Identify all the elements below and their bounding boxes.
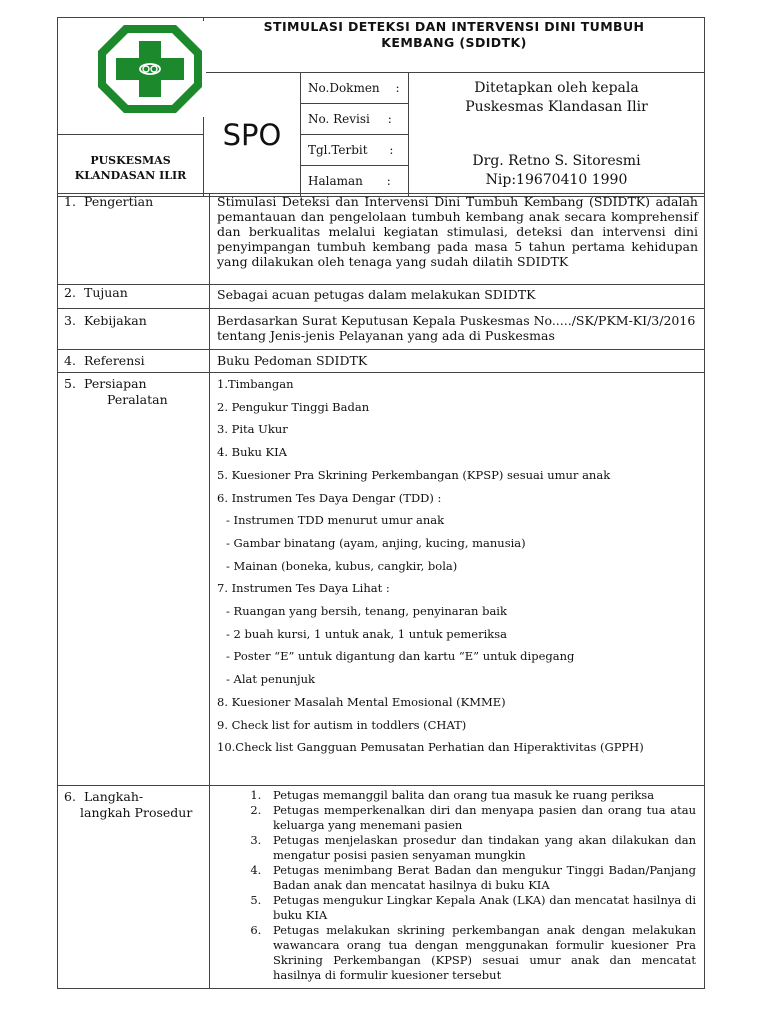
logo-cell (58, 18, 204, 197)
procedure-steps-list (210, 788, 696, 983)
equipment-item: 1.Timbangan (217, 377, 294, 391)
meta-no-revisi (301, 104, 409, 135)
section-label-line2: Peralatan (107, 392, 168, 407)
section-label: Pengertian (83, 194, 154, 209)
equipment-item: - Gambar binatang (ayam, anjing, kucing, manusia) (226, 535, 526, 550)
section-label: Referensi (83, 353, 145, 368)
puskesmas-name (58, 134, 203, 192)
equipment-item: 7. Instrumen Tes Daya Lihat : (217, 581, 390, 596)
equipment-item: 8. Kuesioner Masalah Mental Emosional (KMME) (217, 694, 506, 709)
puskesmas-logo-icon (94, 21, 206, 117)
procedure-step: 1. Petugas memanggil balita dan orang tua masuk ke ruang periksa (265, 788, 696, 803)
equipment-item: 9. Check list for autism in toddlers (CHAT) (217, 717, 467, 732)
equipment-item: - 2 buah kursi, 1 untuk anak, 1 untuk pemeriksa (226, 626, 508, 641)
approval-block (409, 73, 705, 197)
meta-tgl-terbit (301, 135, 409, 166)
document-title-line1: STIMULASI DETEKSI DAN INTERVENSI DINI TUMBUH (263, 19, 645, 34)
signer-nip: Nip:19670410 1990 (485, 172, 628, 188)
section-number: 1. (64, 194, 76, 209)
equipment-item: - Instrumen TDD menurut umur anak (226, 513, 445, 528)
equipment-item: 5. Kuesioner Pra Skrining Perkembangan (KPSP) sesuai umur anak (217, 467, 611, 482)
procedure-step: 3. Petugas menjelaskan prosedur dan tindakan yang akan dilakukan dan mengatur posisi pasien senyaman mungkin (265, 833, 696, 863)
meta-colon: : (386, 174, 391, 188)
content-langkah (210, 786, 705, 989)
meta-label: No. Revisi (308, 112, 370, 126)
equipment-item: 10.Check list Gangguan Pemusatan Perhatian dan Hiperaktivitas (GPPH) (217, 740, 644, 755)
row-kebijakan (58, 309, 705, 350)
document-title-line2: KEMBANG (SDIDTK) (381, 35, 527, 50)
signer-name: Drg. Retno S. Sitoresmi (472, 153, 641, 169)
ditetapkan-line2: Puskesmas Klandasan Ilir (465, 99, 648, 115)
row-pengertian (58, 194, 705, 285)
document-title (204, 18, 705, 73)
meta-colon: : (389, 143, 394, 157)
label-pengertian (58, 194, 210, 285)
meta-label: Tgl.Terbit (308, 143, 368, 157)
content-kebijakan: Berdasarkan Surat Keputusan Kepala Puskesmas No...../SK/PKM-KI/3/2016 tentang Jenis-jenis Pelayanan yang ada di Puskesmas (210, 309, 705, 350)
meta-label: Halaman (308, 174, 363, 188)
meta-halaman (301, 166, 409, 197)
section-label: Persiapan (83, 376, 147, 391)
sop-header-table (57, 17, 705, 197)
meta-colon: : (395, 81, 400, 95)
spo-label: SPO (204, 73, 301, 197)
puskesmas-name-line2: KLANDASAN ILIR (74, 169, 187, 182)
equipment-item: 6. Instrumen Tes Daya Dengar (TDD) : (217, 490, 442, 505)
section-number: 5. (64, 376, 76, 391)
section-label-line2: langkah Prosedur (80, 805, 193, 820)
content-pengertian: Stimulasi Deteksi dan Intervensi Dini Tumbuh Kembang (SDIDTK) adalah pemantauan dan pengelolaan tumbuh kembang anak secara komprehensif dan berkualitas melalui kegiatan stimulasi, deteksi dan intervensi dini penyimpangan tumbuh kembang pada masa 5 tahun pertama kehidupan yang dilakukan oleh tenaga yang sudah dilatih SDIDTK (210, 194, 705, 285)
meta-no-dokmen (301, 73, 409, 104)
equipment-item: - Ruangan yang bersih, tenang, penyinaran baik (226, 604, 507, 619)
section-number: 6. (64, 789, 76, 804)
sop-body-table (57, 193, 705, 989)
puskesmas-logo (94, 21, 206, 117)
equipment-item: - Poster “E” untuk digantung dan kartu “E” untuk dipegang (226, 649, 575, 664)
procedure-step: 6. Petugas melakukan skrining perkembangan anak dengan melakukan wawancara orang tua dengan menggunakan formulir kuesioner Pra Skrining Perkembangan (KPSP) sesuai umur anak dan mencatat hasilnya di formulir kuesioner tersebut (265, 923, 696, 983)
row-langkah (58, 786, 705, 989)
meta-label: No.Dokmen (308, 81, 380, 95)
section-label: Langkah- (83, 789, 144, 804)
content-persiapan (210, 373, 705, 786)
procedure-step: 5. Petugas mengukur Lingkar Kepala Anak (LKA) dan mencatat hasilnya di buku KIA (265, 893, 696, 923)
label-langkah (58, 786, 210, 989)
section-number: 2. (64, 285, 76, 300)
procedure-step: 4. Petugas menimbang Berat Badan dan mengukur Tinggi Badan/Panjang Badan anak dan mencatat hasilnya di buku KIA (265, 863, 696, 893)
row-persiapan (58, 373, 705, 786)
puskesmas-name-line1: PUSKESMAS (90, 154, 171, 167)
section-label: Kebijakan (83, 313, 147, 328)
content-referensi: Buku Pedoman SDIDTK (210, 350, 705, 373)
content-tujuan: Sebagai acuan petugas dalam melakukan SDIDTK (210, 285, 705, 309)
label-kebijakan (58, 309, 210, 350)
section-number: 3. (64, 313, 76, 328)
equipment-item: 2. Pengukur Tinggi Badan (217, 399, 370, 414)
equipment-item: 3. Pita Ukur (217, 422, 288, 437)
row-referensi (58, 350, 705, 373)
label-referensi (58, 350, 210, 373)
equipment-item: 4. Buku KIA (217, 445, 287, 460)
label-tujuan (58, 285, 210, 309)
label-persiapan (58, 373, 210, 786)
ditetapkan-line1: Ditetapkan oleh kepala (474, 80, 639, 96)
row-tujuan (58, 285, 705, 309)
section-label: Tujuan (83, 285, 128, 300)
section-number: 4. (64, 353, 76, 368)
procedure-step: 2. Petugas memperkenalkan diri dan menyapa pasien dan orang tua atau keluarga yang menemani pasien (265, 803, 696, 833)
equipment-item: - Mainan (boneka, kubus, cangkir, bola) (226, 558, 458, 573)
equipment-item: - Alat penunjuk (226, 672, 315, 687)
meta-colon: : (387, 112, 392, 126)
